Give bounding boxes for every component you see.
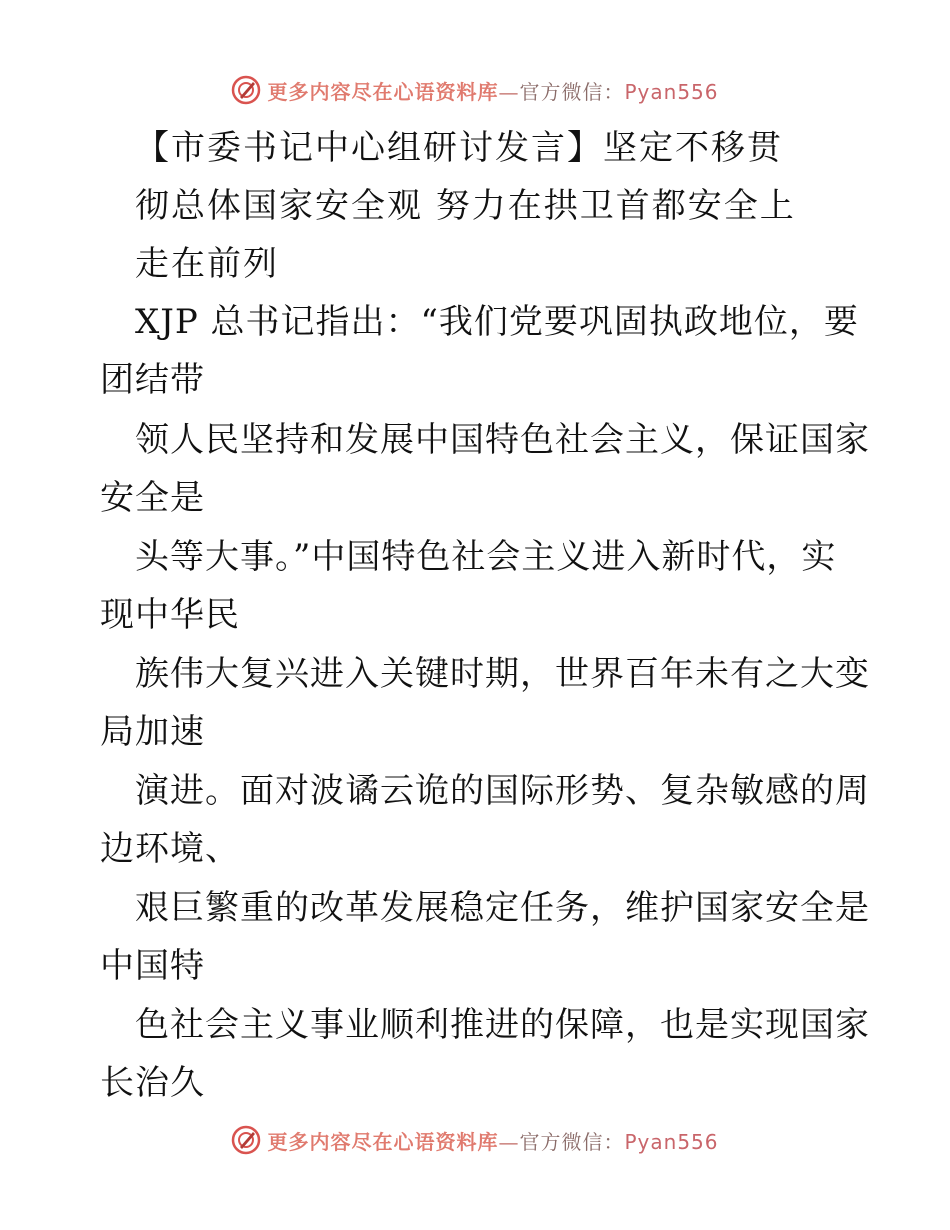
body-line-8: 局加速 [100,712,205,752]
watermark-brand: 更多内容尽在心语资料库 [267,79,499,104]
watermark-wechat-label: 官方微信： [519,1129,625,1154]
watermark-wechat-id: Pyan556 [624,79,719,104]
title-line-3: 走在前列 [135,244,279,284]
body-line-4: 安全是 [100,478,205,518]
pen-logo-icon [231,1125,261,1155]
body-line-9: 演进。面对波谲云诡的国际形势、复杂敏感的周 [135,771,870,811]
watermark-wechat-label: 官方微信： [519,79,625,104]
body-line-5: 头等大事。”中国特色社会主义进入新时代，实 [135,537,837,577]
pen-logo-icon [231,75,261,105]
body-line-14: 长治久 [100,1063,205,1103]
body-line-2: 团结带 [100,360,205,400]
watermark-separator: — [498,79,520,104]
body-line-13: 色社会主义事业顺利推进的保障，也是实现国家 [135,1005,870,1045]
body-line-10: 边环境、 [100,829,240,869]
body-line-11: 艰巨繁重的改革发展稳定任务，维护国家安全是 [135,888,870,928]
watermark-wechat-id: Pyan556 [624,1129,719,1154]
watermark-separator: — [498,1129,520,1154]
body-line-12: 中国特 [100,946,205,986]
title-line-1: 【市委书记中心组研讨发言】坚定不移贯 [135,128,783,168]
header-watermark [0,70,950,110]
footer-watermark [0,1120,950,1160]
body-line-7: 族伟大复兴进入关键时期，世界百年未有之大变 [135,654,870,694]
body-line-3: 领人民坚持和发展中国特色社会主义，保证国家 [135,420,870,460]
watermark-brand: 更多内容尽在心语资料库 [267,1129,499,1154]
title-line-2: 彻总体国家安全观 努力在拱卫首都安全上 [135,186,796,226]
body-line-1: XJP 总书记指出：“我们党要巩固执政地位，要 [135,302,859,342]
body-line-6: 现中华民 [100,595,240,635]
